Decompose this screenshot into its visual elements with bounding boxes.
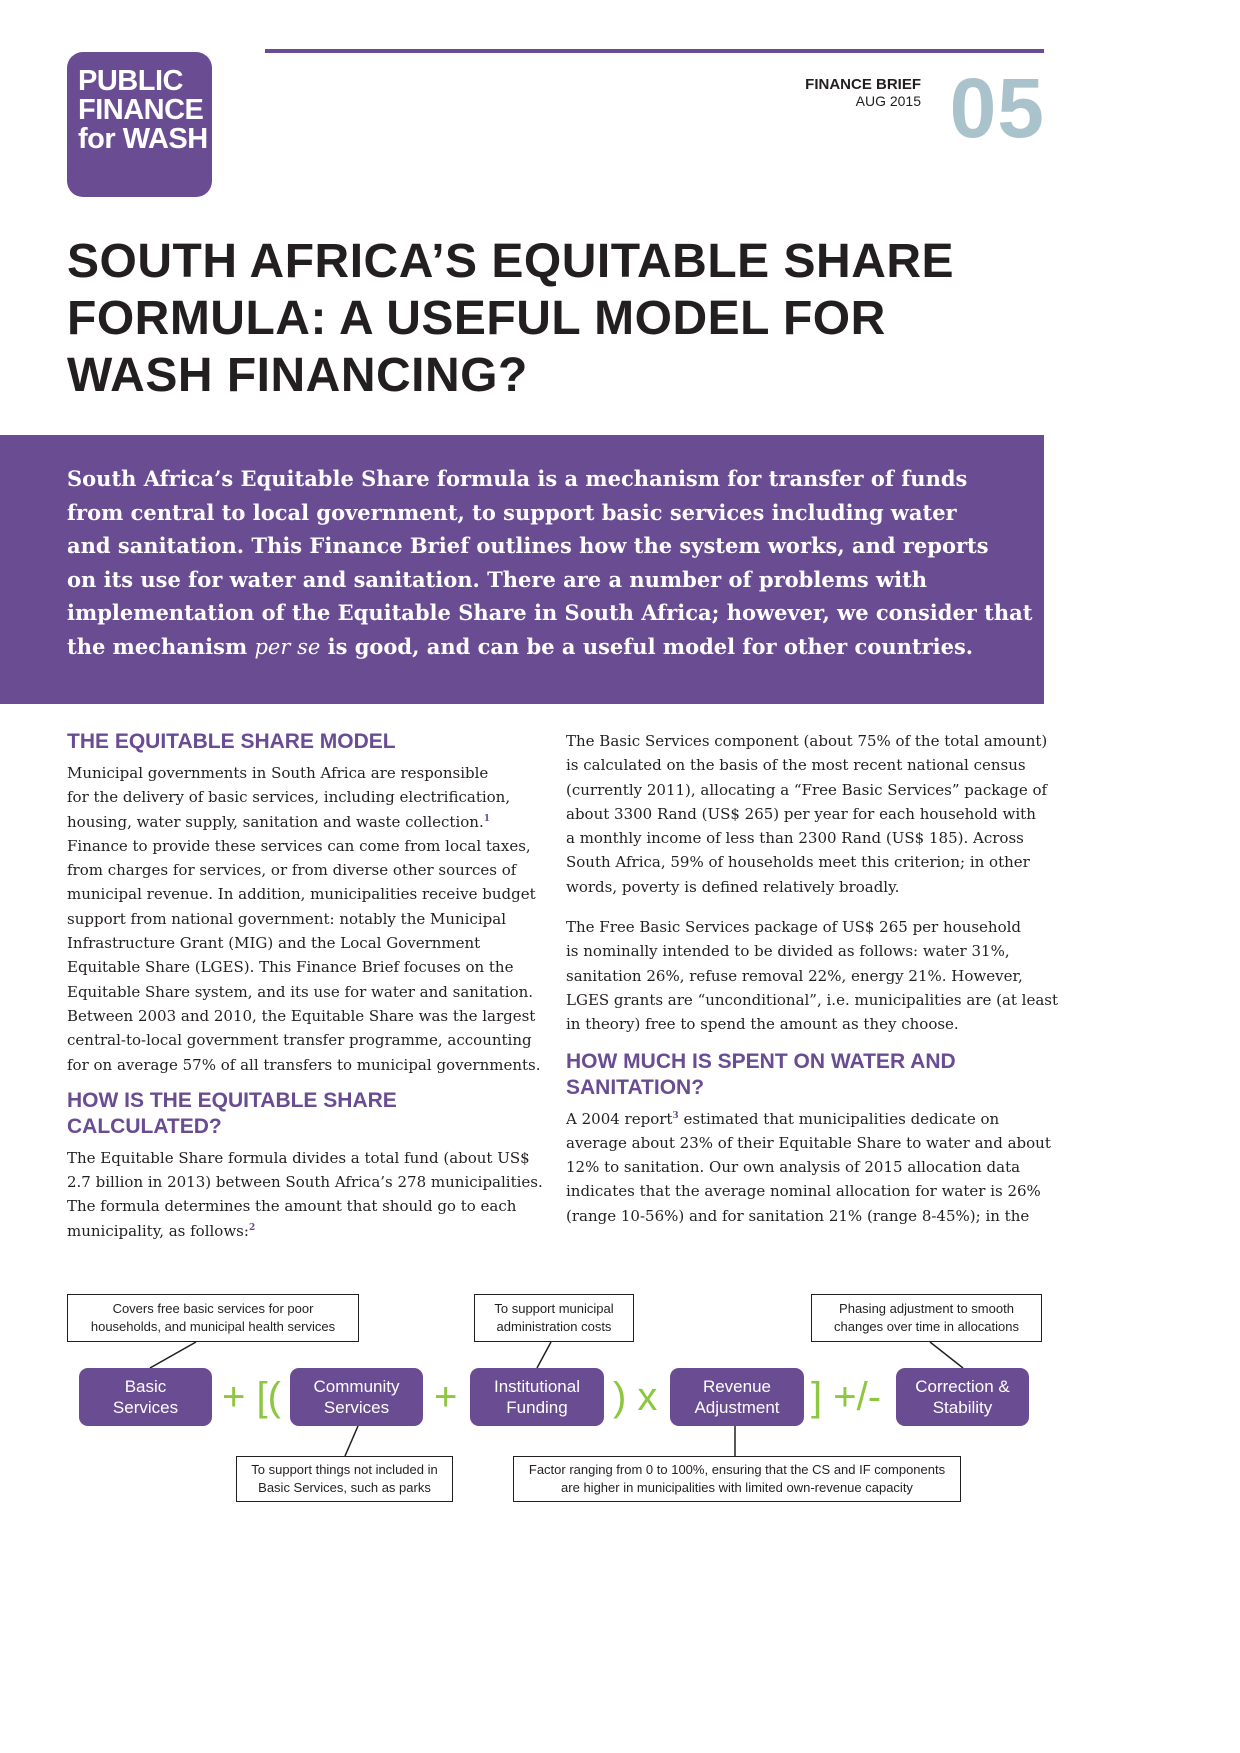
text-line: Municipal governments in South Africa are responsible <box>67 764 489 782</box>
logo-line: PUBLIC <box>78 65 183 97</box>
text-line: central-to-local government transfer programme, accounting <box>67 1031 532 1050</box>
operator-close-plus-minus: ] +/- <box>811 1375 882 1419</box>
intro-line-last <box>67 630 1027 665</box>
note-line: administration costs <box>496 1319 612 1334</box>
text-line: a monthly income of less than 2300 Rand (US$ 185). Across <box>566 829 1024 848</box>
text-part: municipality, as follows: <box>67 1221 249 1240</box>
text-line: in theory) free to spend the amount as they choose. <box>566 1015 959 1034</box>
text-line: The Basic Services component (about 75% of the total amount) <box>566 732 1048 750</box>
box-line: Services <box>112 1398 179 1417</box>
brief-number: 05 <box>949 61 1045 155</box>
text-line: sanitation 26%, refuse removal 22%, energy 21%. However, <box>566 966 1023 985</box>
footnote-ref[interactable]: 3 <box>672 1110 679 1121</box>
logo-line: for WASH <box>78 123 208 155</box>
box-line: Services <box>323 1398 390 1417</box>
heading-line: CALCULATED? <box>67 1114 222 1138</box>
operator-plus: + <box>434 1375 458 1419</box>
paragraph-basic-services-component <box>566 729 1048 899</box>
text-line <box>67 1219 537 1243</box>
intro-summary <box>67 462 1033 665</box>
note-basic-services <box>67 1294 359 1342</box>
text-line: (range 10-56%) and for sanitation 21% (range 8-45%); in the <box>566 1206 1030 1225</box>
left-column <box>67 729 543 1243</box>
heading-line: HOW IS THE EQUITABLE SHARE <box>67 1088 397 1112</box>
text-line: indicates that the average nominal allocation for water is 26% <box>566 1182 1041 1201</box>
logo-line: FINANCE <box>78 94 204 126</box>
note-line: are higher in municipalities with limited own-revenue capacity <box>561 1480 913 1495</box>
intro-line: from central to local government, to support basic services including water <box>67 499 957 525</box>
text-part: housing, water supply, sanitation and waste collection. <box>67 812 484 831</box>
page-title <box>67 233 1027 404</box>
text-line: average about 23% of their Equitable Share to water and about <box>566 1133 1051 1152</box>
text-line: LGES grants are “unconditional”, i.e. municipalities are (at least <box>566 990 1059 1009</box>
bottom-connectors <box>0 1426 1111 1456</box>
box-line: Institutional <box>494 1377 580 1396</box>
text-line: Finance to provide these services can come from local taxes, <box>67 836 531 855</box>
paragraph-free-basic-services <box>566 915 1059 1036</box>
text-line: is calculated on the basis of the most recent national census <box>566 756 1026 775</box>
brief-date: AUG 2015 <box>855 93 921 109</box>
heading-line: HOW MUCH IS SPENT ON WATER AND <box>566 1049 956 1073</box>
text-line: municipal revenue. In addition, municipalities receive budget <box>67 885 536 904</box>
note-line: changes over time in allocations <box>834 1319 1019 1334</box>
title-line: WASH FINANCING? <box>67 349 528 402</box>
box-line: Community <box>313 1377 400 1396</box>
note-line: Basic Services, such as parks <box>258 1480 431 1495</box>
box-line: Correction & <box>915 1377 1010 1396</box>
note-revenue-adjustment <box>513 1456 961 1502</box>
footnote-ref[interactable]: 2 <box>248 1222 256 1233</box>
text-line <box>566 1107 1044 1131</box>
text-line: Between 2003 and 2010, the Equitable Share was the largest <box>67 1006 536 1025</box>
box-line: Basic <box>124 1377 167 1396</box>
text-line: is nominally intended to be divided as follows: water 31%, <box>566 942 1010 961</box>
operator-plus-open: + [( <box>222 1375 281 1419</box>
text-line: 2.7 billion in 2013) between South Africa’s 278 municipalities. <box>67 1173 543 1192</box>
text-part: estimated that municipalities dedicate on <box>678 1109 1000 1128</box>
note-institutional-funding <box>474 1294 634 1342</box>
footnote-ref[interactable]: 1 <box>483 813 490 824</box>
intro-text-part: the mechanism <box>67 633 255 659</box>
text-line: South Africa, 59% of households meet this criterion; in other <box>566 853 1030 872</box>
text-line: for the delivery of basic services, including electrification, <box>67 788 511 807</box>
right-column <box>566 729 1059 1228</box>
title-line: SOUTH AFRICA’S EQUITABLE SHARE <box>67 235 955 288</box>
section-heading-equitable-share-model: THE EQUITABLE SHARE MODEL <box>67 730 396 753</box>
section-heading-how-calculated <box>67 1088 537 1140</box>
intro-line: on its use for water and sanitation. There are a number of problems with <box>67 566 928 592</box>
top-connectors <box>0 1342 1111 1368</box>
note-correction-stability <box>811 1294 1042 1342</box>
text-line: for on average 57% of all transfers to municipal governments. <box>67 1055 541 1074</box>
finance-brief-label <box>805 76 921 110</box>
intro-line: implementation of the Equitable Share in South Africa; however, we consider that <box>67 600 1033 626</box>
formula-box-revenue-adjustment <box>670 1368 804 1426</box>
text-line: words, poverty is defined relatively broadly. <box>566 877 900 896</box>
connector-line <box>345 1426 358 1456</box>
box-line: Adjustment <box>694 1398 780 1417</box>
note-line: Factor ranging from 0 to 100%, ensuring that the CS and IF components <box>528 1462 946 1477</box>
intro-line: South Africa’s Equitable Share formula is a mechanism for transfer of funds <box>67 466 968 491</box>
formula-box-institutional-funding <box>470 1368 604 1426</box>
paragraph-how-calculated <box>67 1146 543 1243</box>
title-line: FORMULA: A USEFUL MODEL FOR <box>67 292 886 345</box>
connector-line <box>537 1342 551 1368</box>
note-line: Covers free basic services for poor <box>112 1301 314 1316</box>
section-heading-how-much-spent <box>566 1049 1044 1101</box>
text-line: Infrastructure Grant (MIG) and the Local Government <box>67 934 481 953</box>
connector-line <box>150 1342 196 1368</box>
text-line: support from national government: notably the Municipal <box>67 909 507 928</box>
text-line: 12% to sanitation. Our own analysis of 2015 allocation data <box>566 1158 1021 1177</box>
intro-text-part: is good, and can be a useful model for other countries. <box>320 633 974 659</box>
box-line: Stability <box>932 1398 993 1417</box>
note-line: To support municipal <box>494 1301 614 1316</box>
text-line: about 3300 Rand (US$ 265) per year for each household with <box>566 804 1036 823</box>
brief-series: FINANCE BRIEF <box>805 76 921 93</box>
text-line: (currently 2011), allocating a “Free Basic Services” package of <box>566 780 1048 799</box>
box-line: Revenue <box>702 1377 772 1396</box>
text-part: A 2004 report <box>566 1109 673 1128</box>
public-finance-for-wash-logo <box>67 52 212 197</box>
note-community-services <box>236 1456 453 1502</box>
text-line: Equitable Share (LGES). This Finance Brief focuses on the <box>67 958 514 977</box>
note-line: Phasing adjustment to smooth <box>839 1301 1014 1316</box>
box-line: Funding <box>506 1398 568 1417</box>
intro-italic: per se <box>254 634 321 659</box>
intro-line: and sanitation. This Finance Brief outlines how the system works, and reports <box>67 533 989 559</box>
text-line: from charges for services, or from diverse other sources of <box>67 861 517 880</box>
note-line: households, and municipal health services <box>90 1319 336 1334</box>
text-line: The Equitable Share formula divides a total fund (about US$ <box>67 1148 530 1167</box>
text-line <box>67 810 537 834</box>
paragraph-how-much-spent <box>566 1107 1051 1228</box>
note-line: To support things not included in <box>251 1462 438 1477</box>
heading-line: SANITATION? <box>566 1075 705 1099</box>
operator-close-times: ) x <box>613 1375 658 1419</box>
connector-line <box>930 1342 963 1368</box>
formula-box-community-services <box>290 1368 423 1426</box>
text-line: The Free Basic Services package of US$ 265 per household <box>566 918 1022 937</box>
text-line: The formula determines the amount that should go to each <box>67 1197 517 1216</box>
formula-box-basic-services <box>79 1368 212 1426</box>
paragraph-equitable-share-model <box>67 761 541 1077</box>
text-line: Equitable Share system, and its use for water and sanitation. <box>67 982 533 1001</box>
formula-box-correction-stability <box>896 1368 1029 1426</box>
header-rule <box>265 49 1044 53</box>
